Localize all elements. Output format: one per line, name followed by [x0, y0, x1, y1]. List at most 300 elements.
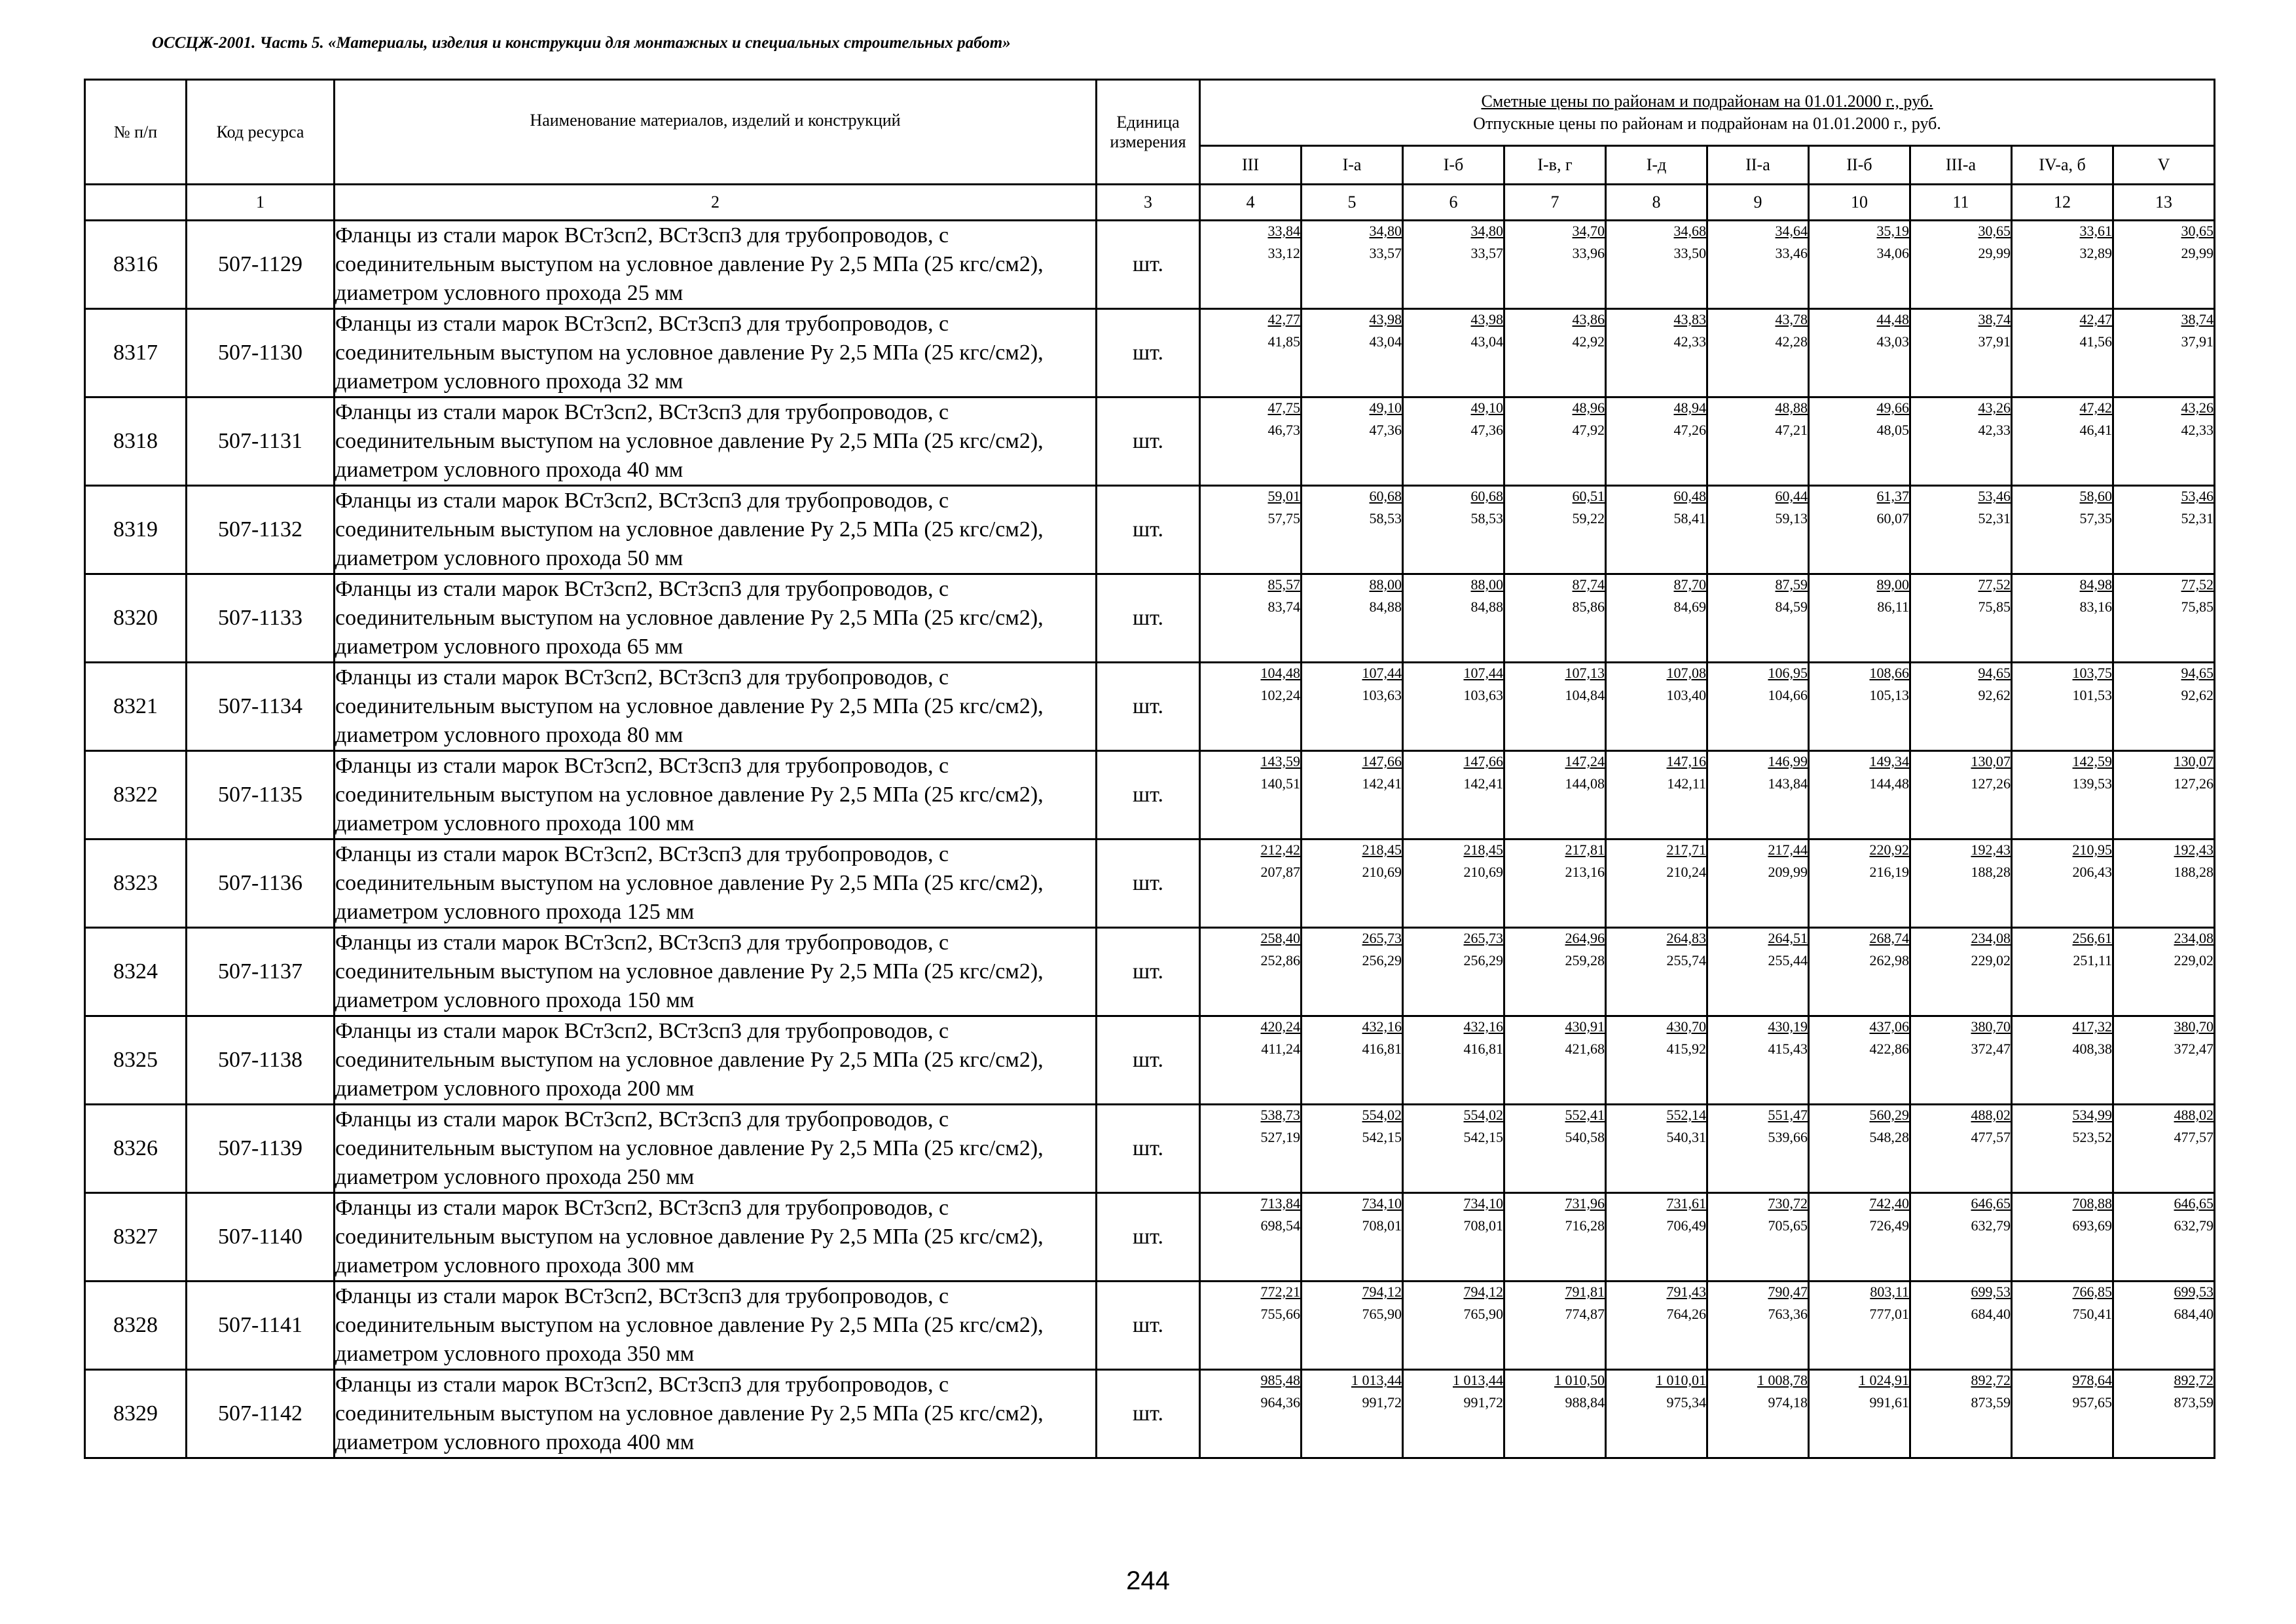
row-number: 8324: [85, 928, 187, 1016]
resource-code: 507-1134: [187, 663, 335, 751]
unit-of-measure: шт.: [1097, 574, 1200, 663]
price-cell: [1809, 486, 1910, 574]
release-price: 48,05: [1876, 422, 1909, 438]
release-price: 726,49: [1869, 1217, 1909, 1234]
price-cell: [1809, 309, 1910, 397]
estimate-price: 107,44: [1362, 665, 1402, 681]
item-name: Фланцы из стали марок ВСт3сп2, ВСт3сп3 для трубопроводов, с соединительным выступом на условное давление Ру 2,5 МПа (25 кгс/см2), диаметром условного прохода 200 мм: [335, 1016, 1097, 1105]
price-cell: [1302, 663, 1403, 751]
estimate-price: 734,10: [1463, 1195, 1503, 1211]
estimate-price: 731,61: [1666, 1195, 1706, 1211]
row-number: 8316: [85, 221, 187, 309]
estimate-price: 87,59: [1775, 576, 1808, 593]
release-price: 58,53: [1470, 510, 1503, 526]
column-number: 11: [1910, 185, 2012, 221]
estimate-price: 699,53: [2174, 1283, 2214, 1300]
estimate-price: 978,64: [2072, 1372, 2112, 1388]
price-cell: [1606, 486, 1707, 574]
price-cell: [1403, 751, 1504, 840]
resource-code: 507-1129: [187, 221, 335, 309]
price-cell: [1707, 1282, 1809, 1370]
price-cell: [1403, 1193, 1504, 1282]
release-price: 58,53: [1369, 510, 1402, 526]
release-price: 706,49: [1666, 1217, 1706, 1234]
release-price: 102,24: [1260, 687, 1300, 703]
release-price: 52,31: [1978, 510, 2011, 526]
price-cell: [1707, 397, 1809, 486]
estimate-price: 742,40: [1869, 1195, 1909, 1211]
region-header: I-в, г: [1504, 146, 1606, 185]
release-price: 47,36: [1470, 422, 1503, 438]
estimate-price: 33,84: [1267, 223, 1300, 239]
header-unit: Единица измерения: [1097, 80, 1200, 185]
item-name: Фланцы из стали марок ВСт3сп2, ВСт3сп3 для трубопроводов, с соединительным выступом на условное давление Ру 2,5 МПа (25 кгс/см2), диаметром условного прохода 125 мм: [335, 840, 1097, 928]
price-cell: [2113, 840, 2215, 928]
estimate-price: 38,74: [2181, 311, 2214, 327]
resource-code: 507-1142: [187, 1370, 335, 1458]
release-price: 765,90: [1362, 1306, 1402, 1322]
price-cell: [2012, 1370, 2113, 1458]
price-cell: [1809, 1282, 1910, 1370]
price-cell: [1504, 574, 1606, 663]
estimate-price: 130,07: [2174, 753, 2214, 769]
estimate-price: 77,52: [1978, 576, 2011, 593]
item-name: Фланцы из стали марок ВСт3сп2, ВСт3сп3 для трубопроводов, с соединительным выступом на условное давление Ру 2,5 МПа (25 кгс/см2), диаметром условного прохода 250 мм: [335, 1105, 1097, 1193]
unit-of-measure: шт.: [1097, 928, 1200, 1016]
price-cell: [1606, 1016, 1707, 1105]
price-cell: [1200, 751, 1302, 840]
price-cell: [1707, 486, 1809, 574]
release-price: 29,99: [2181, 245, 2214, 261]
estimate-price: 47,75: [1267, 399, 1300, 416]
table-row: [85, 1193, 2215, 1282]
estimate-price: 85,57: [1267, 576, 1300, 593]
release-price: 32,89: [2079, 245, 2112, 261]
price-cell: [1809, 221, 1910, 309]
release-price: 37,91: [1978, 333, 2011, 350]
estimate-price: 35,19: [1876, 223, 1909, 239]
release-price: 103,63: [1463, 687, 1503, 703]
price-cell: [1403, 309, 1504, 397]
price-cell: [1302, 486, 1403, 574]
release-price: 206,43: [2072, 864, 2112, 880]
estimate-price: 734,10: [1362, 1195, 1402, 1211]
release-price: 873,59: [2174, 1394, 2214, 1411]
price-cell: [1200, 309, 1302, 397]
price-cell: [1200, 221, 1302, 309]
estimate-price: 552,14: [1666, 1107, 1706, 1123]
release-price: 527,19: [1260, 1129, 1300, 1145]
price-cell: [1302, 309, 1403, 397]
estimate-price: 88,00: [1470, 576, 1503, 593]
release-price: 698,54: [1260, 1217, 1300, 1234]
price-cell: [1606, 663, 1707, 751]
release-price: 252,86: [1260, 952, 1300, 969]
region-header: V: [2113, 146, 2215, 185]
release-price: 33,57: [1470, 245, 1503, 261]
release-price: 47,92: [1572, 422, 1605, 438]
unit-of-measure: шт.: [1097, 221, 1200, 309]
estimate-price: 59,01: [1267, 488, 1300, 504]
estimate-price: 30,65: [1978, 223, 2011, 239]
unit-of-measure: шт.: [1097, 397, 1200, 486]
price-cell: [2113, 928, 2215, 1016]
release-price: 477,57: [2174, 1129, 2214, 1145]
release-price: 84,88: [1470, 599, 1503, 615]
column-number: 5: [1302, 185, 1403, 221]
estimate-price: 432,16: [1463, 1018, 1503, 1035]
price-cell: [1403, 663, 1504, 751]
estimate-price: 147,66: [1463, 753, 1503, 769]
table-row: [85, 309, 2215, 397]
estimate-price: 264,83: [1666, 930, 1706, 946]
header-name: Наименование материалов, изделий и конструкций: [335, 80, 1097, 185]
row-number: 8320: [85, 574, 187, 663]
estimate-price: 554,02: [1463, 1107, 1503, 1123]
price-cell: [1809, 928, 1910, 1016]
column-number: 12: [2012, 185, 2113, 221]
price-cell: [2012, 928, 2113, 1016]
estimate-price: 47,42: [2079, 399, 2112, 416]
estimate-price: 108,66: [1869, 665, 1909, 681]
header-num: № п/п: [85, 80, 187, 185]
release-price: 216,19: [1869, 864, 1909, 880]
release-price: 229,02: [2174, 952, 2214, 969]
price-cell: [1504, 663, 1606, 751]
release-price: 632,79: [1971, 1217, 2011, 1234]
price-cell: [1707, 221, 1809, 309]
release-price: 84,88: [1369, 599, 1402, 615]
price-cell: [2012, 1016, 2113, 1105]
release-price: 42,28: [1775, 333, 1808, 350]
price-cell: [2113, 309, 2215, 397]
estimate-price: 551,47: [1768, 1107, 1808, 1123]
region-header: II-б: [1809, 146, 1910, 185]
release-price: 58,41: [1673, 510, 1706, 526]
region-header: I-а: [1302, 146, 1403, 185]
estimate-price: 88,00: [1369, 576, 1402, 593]
row-number: 8328: [85, 1282, 187, 1370]
estimate-price: 538,73: [1260, 1107, 1300, 1123]
estimate-price: 218,45: [1362, 841, 1402, 858]
release-price: 142,11: [1667, 775, 1706, 792]
price-cell: [2113, 1105, 2215, 1193]
region-header: I-д: [1606, 146, 1707, 185]
estimate-price: 218,45: [1463, 841, 1503, 858]
release-price: 139,53: [2072, 775, 2112, 792]
estimate-price: 43,26: [1978, 399, 2011, 416]
price-cell: [2113, 221, 2215, 309]
price-title-estimate: Сметные цены по районам и подрайонам на 01.01.2000 г., руб.: [1481, 92, 1933, 111]
estimate-price: 60,44: [1775, 488, 1808, 504]
price-cell: [1403, 928, 1504, 1016]
release-price: 47,26: [1673, 422, 1706, 438]
release-price: 991,72: [1362, 1394, 1402, 1411]
resource-code: 507-1138: [187, 1016, 335, 1105]
estimate-price: 34,70: [1572, 223, 1605, 239]
release-price: 542,15: [1463, 1129, 1503, 1145]
release-price: 957,65: [2072, 1394, 2112, 1411]
price-cell: [1200, 1105, 1302, 1193]
release-price: 210,69: [1362, 864, 1402, 880]
column-number: 8: [1606, 185, 1707, 221]
estimate-price: 437,06: [1869, 1018, 1909, 1035]
estimate-price: 89,00: [1876, 576, 1909, 593]
release-price: 991,72: [1463, 1394, 1503, 1411]
estimate-price: 772,21: [1260, 1283, 1300, 1300]
release-price: 774,87: [1565, 1306, 1605, 1322]
region-header: II-а: [1707, 146, 1809, 185]
release-price: 988,84: [1565, 1394, 1605, 1411]
estimate-price: 234,08: [2174, 930, 2214, 946]
estimate-price: 380,70: [2174, 1018, 2214, 1035]
release-price: 251,11: [2073, 952, 2112, 969]
estimate-price: 142,59: [2072, 753, 2112, 769]
release-price: 142,41: [1362, 775, 1402, 792]
release-price: 548,28: [1869, 1129, 1909, 1145]
price-cell: [1504, 928, 1606, 1016]
resource-code: 507-1139: [187, 1105, 335, 1193]
estimate-price: 192,43: [2174, 841, 2214, 858]
price-cell: [1910, 1193, 2012, 1282]
release-price: 59,13: [1775, 510, 1808, 526]
release-price: 29,99: [1978, 245, 2011, 261]
estimate-price: 49,10: [1369, 399, 1402, 416]
estimate-price: 264,51: [1768, 930, 1808, 946]
release-price: 46,41: [2079, 422, 2112, 438]
release-price: 41,56: [2079, 333, 2112, 350]
estimate-price: 210,95: [2072, 841, 2112, 858]
table-row: [85, 397, 2215, 486]
estimate-price: 430,91: [1565, 1018, 1605, 1035]
release-price: 210,69: [1463, 864, 1503, 880]
release-price: 372,47: [2174, 1041, 2214, 1057]
release-price: 256,29: [1463, 952, 1503, 969]
price-cell: [1910, 1370, 2012, 1458]
price-cell: [2012, 1193, 2113, 1282]
price-cell: [1302, 221, 1403, 309]
price-cell: [1910, 397, 2012, 486]
release-price: 411,24: [1261, 1041, 1300, 1057]
release-price: 127,26: [2174, 775, 2214, 792]
price-cell: [1504, 397, 1606, 486]
release-price: 42,33: [1978, 422, 2011, 438]
estimate-price: 1 008,78: [1757, 1372, 1808, 1388]
release-price: 92,62: [2181, 687, 2214, 703]
price-cell: [1504, 1370, 1606, 1458]
row-number: 8325: [85, 1016, 187, 1105]
price-cell: [1302, 397, 1403, 486]
estimate-price: 766,85: [2072, 1283, 2112, 1300]
price-cell: [2113, 574, 2215, 663]
release-price: 101,53: [2072, 687, 2112, 703]
resource-code: 507-1141: [187, 1282, 335, 1370]
table-row: [85, 1105, 2215, 1193]
release-price: 33,12: [1267, 245, 1300, 261]
table-row: [85, 928, 2215, 1016]
estimate-price: 790,47: [1768, 1283, 1808, 1300]
item-name: Фланцы из стали марок ВСт3сп2, ВСт3сп3 для трубопроводов, с соединительным выступом на условное давление Ру 2,5 МПа (25 кгс/см2), диаметром условного прохода 25 мм: [335, 221, 1097, 309]
estimate-price: 730,72: [1768, 1195, 1808, 1211]
estimate-price: 1 024,91: [1859, 1372, 1909, 1388]
price-cell: [1606, 1282, 1707, 1370]
release-price: 33,57: [1369, 245, 1402, 261]
release-price: 188,28: [2174, 864, 2214, 880]
release-price: 777,01: [1869, 1306, 1909, 1322]
release-price: 542,15: [1362, 1129, 1402, 1145]
column-number: 10: [1809, 185, 1910, 221]
estimate-price: 268,74: [1869, 930, 1909, 946]
price-cell: [1707, 928, 1809, 1016]
release-price: 421,68: [1565, 1041, 1605, 1057]
page-number: 244: [1126, 1566, 1170, 1595]
price-cell: [1606, 221, 1707, 309]
column-number: 2: [335, 185, 1097, 221]
price-cell: [1606, 309, 1707, 397]
estimate-price: 107,44: [1463, 665, 1503, 681]
price-cell: [1302, 1105, 1403, 1193]
row-number: 8319: [85, 486, 187, 574]
column-number: 9: [1707, 185, 1809, 221]
estimate-price: 713,84: [1260, 1195, 1300, 1211]
estimate-price: 87,74: [1572, 576, 1605, 593]
estimate-price: 892,72: [1971, 1372, 2011, 1388]
table-row: [85, 486, 2215, 574]
price-cell: [1707, 663, 1809, 751]
estimate-price: 43,98: [1470, 311, 1503, 327]
unit-of-measure: шт.: [1097, 1105, 1200, 1193]
price-cell: [1504, 751, 1606, 840]
price-cell: [1302, 1370, 1403, 1458]
unit-of-measure: шт.: [1097, 751, 1200, 840]
price-cell: [1403, 1282, 1504, 1370]
price-cell: [1910, 928, 2012, 1016]
resource-code: 507-1133: [187, 574, 335, 663]
table-row: [85, 221, 2215, 309]
estimate-price: 192,43: [1971, 841, 2011, 858]
release-price: 43,04: [1369, 333, 1402, 350]
release-price: 708,01: [1463, 1217, 1503, 1234]
price-cell: [1403, 1105, 1504, 1193]
estimate-price: 48,88: [1775, 399, 1808, 416]
release-price: 33,50: [1673, 245, 1706, 261]
release-price: 43,04: [1470, 333, 1503, 350]
resource-code: 507-1130: [187, 309, 335, 397]
price-cell: [1403, 840, 1504, 928]
release-price: 684,40: [2174, 1306, 2214, 1322]
estimate-price: 49,10: [1470, 399, 1503, 416]
price-cell: [2012, 221, 2113, 309]
estimate-price: 49,66: [1876, 399, 1909, 416]
price-cell: [1200, 928, 1302, 1016]
estimate-price: 42,47: [2079, 311, 2112, 327]
region-header: III: [1200, 146, 1302, 185]
region-header: III-а: [1910, 146, 2012, 185]
price-cell: [1200, 1193, 1302, 1282]
release-price: 210,24: [1666, 864, 1706, 880]
estimate-price: 646,65: [1971, 1195, 2011, 1211]
estimate-price: 34,80: [1470, 223, 1503, 239]
price-cell: [2113, 1193, 2215, 1282]
price-cell: [1302, 1193, 1403, 1282]
estimate-price: 554,02: [1362, 1107, 1402, 1123]
estimate-price: 432,16: [1362, 1018, 1402, 1035]
release-price: 42,33: [2181, 422, 2214, 438]
release-price: 764,26: [1666, 1306, 1706, 1322]
price-cell: [1809, 751, 1910, 840]
price-cell: [1200, 1370, 1302, 1458]
release-price: 105,13: [1869, 687, 1909, 703]
release-price: 83,74: [1267, 599, 1300, 615]
resource-code: 507-1135: [187, 751, 335, 840]
release-price: 143,84: [1768, 775, 1808, 792]
price-cell: [1910, 751, 2012, 840]
release-price: 372,47: [1971, 1041, 2011, 1057]
release-price: 213,16: [1565, 864, 1605, 880]
estimate-price: 560,29: [1869, 1107, 1909, 1123]
price-cell: [1606, 1370, 1707, 1458]
price-cell: [1910, 221, 2012, 309]
estimate-price: 60,51: [1572, 488, 1605, 504]
release-price: 873,59: [1971, 1394, 2011, 1411]
estimate-price: 87,70: [1673, 576, 1706, 593]
release-price: 716,28: [1565, 1217, 1605, 1234]
price-cell: [2113, 397, 2215, 486]
column-number: 3: [1097, 185, 1200, 221]
price-cell: [2012, 751, 2113, 840]
release-price: 104,66: [1768, 687, 1808, 703]
price-cell: [1707, 309, 1809, 397]
release-price: 57,35: [2079, 510, 2112, 526]
price-cell: [1504, 221, 1606, 309]
resource-code: 507-1131: [187, 397, 335, 486]
row-number: 8323: [85, 840, 187, 928]
table-row: [85, 1370, 2215, 1458]
release-price: 144,08: [1565, 775, 1605, 792]
release-price: 540,31: [1666, 1129, 1706, 1145]
estimate-price: 803,11: [1870, 1283, 1909, 1300]
release-price: 34,06: [1876, 245, 1909, 261]
unit-of-measure: шт.: [1097, 1016, 1200, 1105]
row-number: 8317: [85, 309, 187, 397]
price-cell: [1504, 309, 1606, 397]
release-price: 104,84: [1565, 687, 1605, 703]
item-name: Фланцы из стали марок ВСт3сп2, ВСт3сп3 для трубопроводов, с соединительным выступом на условное давление Ру 2,5 МПа (25 кгс/см2), диаметром условного прохода 32 мм: [335, 309, 1097, 397]
resource-code: 507-1140: [187, 1193, 335, 1282]
estimate-price: 217,71: [1666, 841, 1706, 858]
release-price: 33,46: [1775, 245, 1808, 261]
estimate-price: 130,07: [1971, 753, 2011, 769]
price-cell: [1606, 928, 1707, 1016]
release-price: 539,66: [1768, 1129, 1808, 1145]
price-cell: [1707, 574, 1809, 663]
item-name: Фланцы из стали марок ВСт3сп2, ВСт3сп3 для трубопроводов, с соединительным выступом на условное давление Ру 2,5 МПа (25 кгс/см2), диаметром условного прохода 400 мм: [335, 1370, 1097, 1458]
estimate-price: 94,65: [1978, 665, 2011, 681]
price-cell: [1504, 840, 1606, 928]
price-cell: [2012, 840, 2113, 928]
price-cell: [1809, 1193, 1910, 1282]
column-number: 13: [2113, 185, 2215, 221]
release-price: 991,61: [1869, 1394, 1909, 1411]
release-price: 127,26: [1971, 775, 2011, 792]
table-row: [85, 1282, 2215, 1370]
price-cell: [1302, 840, 1403, 928]
release-price: 693,69: [2072, 1217, 2112, 1234]
estimate-price: 380,70: [1971, 1018, 2011, 1035]
release-price: 37,91: [2181, 333, 2214, 350]
price-cell: [1200, 1282, 1302, 1370]
estimate-price: 48,94: [1673, 399, 1706, 416]
